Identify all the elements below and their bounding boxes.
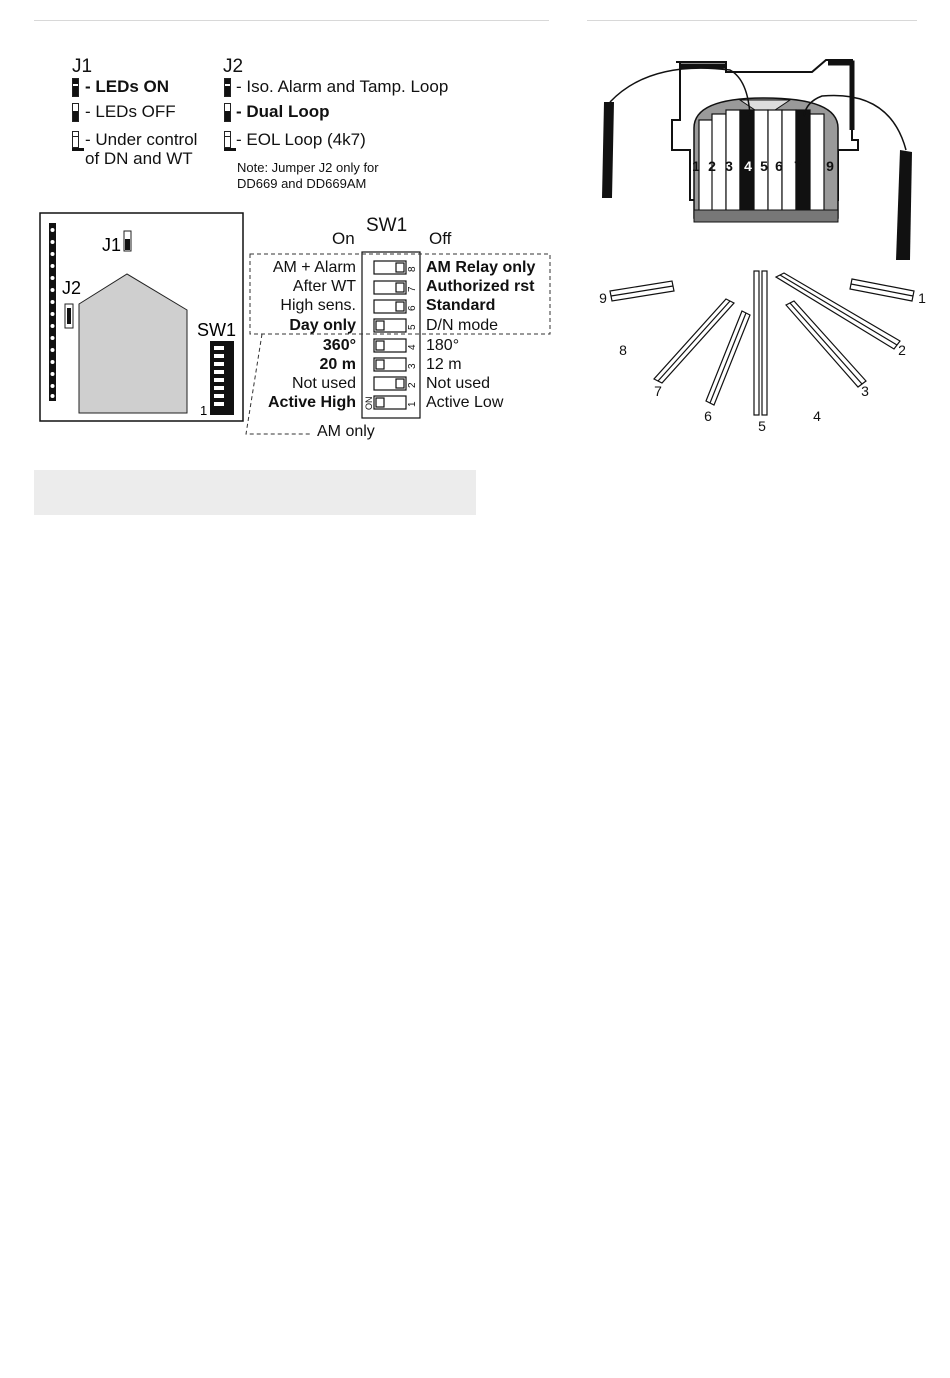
- lens-num-7: 7: [794, 158, 802, 174]
- board-j1-label: J1: [102, 235, 122, 255]
- curtain-label-5: 5: [758, 418, 766, 434]
- sw1-on-7: After WT: [292, 278, 356, 295]
- top-rule-left: [34, 20, 549, 21]
- curtain-label-2: 2: [898, 342, 906, 358]
- sw1-off-8: AM Relay only: [426, 259, 536, 276]
- lens-num-2: 2: [708, 158, 716, 174]
- sw1-on-marker: ON: [364, 396, 374, 410]
- lens-num-8: 8: [811, 158, 819, 174]
- curtain-label-9: 9: [599, 290, 607, 306]
- j2-note-line2: DD669 and DD669AM: [237, 176, 367, 191]
- sw1-num-3: 3: [407, 363, 418, 369]
- sw1-num-2: 2: [407, 382, 418, 388]
- sw1-num-4: 4: [407, 344, 418, 350]
- sw1-num-7: 7: [407, 286, 418, 292]
- jumper-j2-iso-icon: [224, 78, 231, 97]
- jumper-j2-eol-foot: [224, 148, 236, 151]
- lens-curtain-right: [896, 150, 912, 260]
- sw1-off-3: 12 m: [426, 356, 462, 373]
- sw1-num-1: 1: [407, 401, 418, 407]
- caption-band: [34, 470, 476, 515]
- curtain-label-6: 6: [704, 408, 712, 424]
- j1-option-under-control: - Under control: [85, 130, 198, 149]
- sw1-on-3: 20 m: [319, 356, 356, 373]
- sw1-on-4: 360°: [322, 337, 356, 354]
- curtain-fan-diagram: [590, 265, 930, 440]
- curtain-label-8: 8: [619, 342, 627, 358]
- sw1-title: SW1: [366, 215, 408, 236]
- j1-option-under-control-2: of DN and WT: [85, 149, 193, 168]
- curtain-label-3: 3: [861, 383, 869, 399]
- lens-num-5: 5: [760, 158, 768, 174]
- lens-num-4: 4: [744, 158, 752, 174]
- board-pin1-label: 1: [200, 403, 208, 418]
- sw1-on-2: Not used: [291, 375, 356, 392]
- sw1-off-4: 180°: [426, 337, 460, 354]
- j2-option-iso: - Iso. Alarm and Tamp. Loop: [236, 77, 449, 96]
- lens-num-9: 9: [826, 158, 834, 174]
- sw1-num-8: 8: [407, 266, 418, 272]
- sw1-off-5: D/N mode: [426, 317, 499, 334]
- j2-note-line1: Note: Jumper J2 only for: [237, 160, 379, 175]
- sw1-off-7: Authorized rst: [426, 278, 535, 295]
- jumper-j1-under-control-icon: [72, 131, 79, 148]
- sw1-num-6: 6: [407, 305, 418, 311]
- sw1-off-header: Off: [429, 229, 452, 248]
- j1-title: J1: [72, 56, 93, 77]
- sw1-num-5: 5: [407, 324, 418, 330]
- top-rule-right: [587, 20, 917, 21]
- sw1-am-only-label: AM only: [317, 423, 375, 440]
- sw1-off-1: Active Low: [426, 394, 504, 411]
- lens-diagram: [590, 50, 920, 265]
- sw1-on-6: High sens.: [280, 297, 356, 314]
- j2-option-dual: - Dual Loop: [236, 102, 330, 121]
- lens-curtain-left: [602, 102, 614, 198]
- j1-option-leds-on: - LEDs ON: [85, 77, 170, 96]
- jumper-j1-leds-off-icon: [72, 103, 79, 122]
- sw1-on-header: On: [332, 229, 355, 248]
- lens-num-3: 3: [725, 158, 733, 174]
- sw1-off-6: Standard: [426, 297, 496, 314]
- board-diagram: [0, 200, 260, 440]
- jumper-j1-under-control-foot: [72, 148, 84, 151]
- lens-num-6: 6: [775, 158, 783, 174]
- sw1-on-8: AM + Alarm: [272, 259, 356, 276]
- curtain-label-4: 4: [813, 408, 821, 424]
- jumper-j2-eol-icon: [224, 131, 231, 148]
- lens-slot-numbers: [692, 158, 834, 174]
- sw1-on-1: Active High: [267, 394, 356, 411]
- lens-num-1: 1: [692, 158, 700, 174]
- j1-option-leds-off: - LEDs OFF: [85, 102, 176, 121]
- curtain-label-7: 7: [654, 383, 662, 399]
- jumper-j2-dual-icon: [224, 103, 231, 122]
- j2-option-eol: - EOL Loop (4k7): [236, 130, 366, 149]
- sw1-off-2: Not used: [426, 375, 491, 392]
- sw1-on-5: Day only: [289, 317, 356, 334]
- curtain-label-1: 1: [918, 290, 926, 306]
- j2-title: J2: [223, 56, 244, 77]
- board-sw1-label: SW1: [197, 320, 237, 340]
- jumper-j1-leds-on-icon: [72, 78, 79, 97]
- board-j2-label: J2: [62, 278, 82, 298]
